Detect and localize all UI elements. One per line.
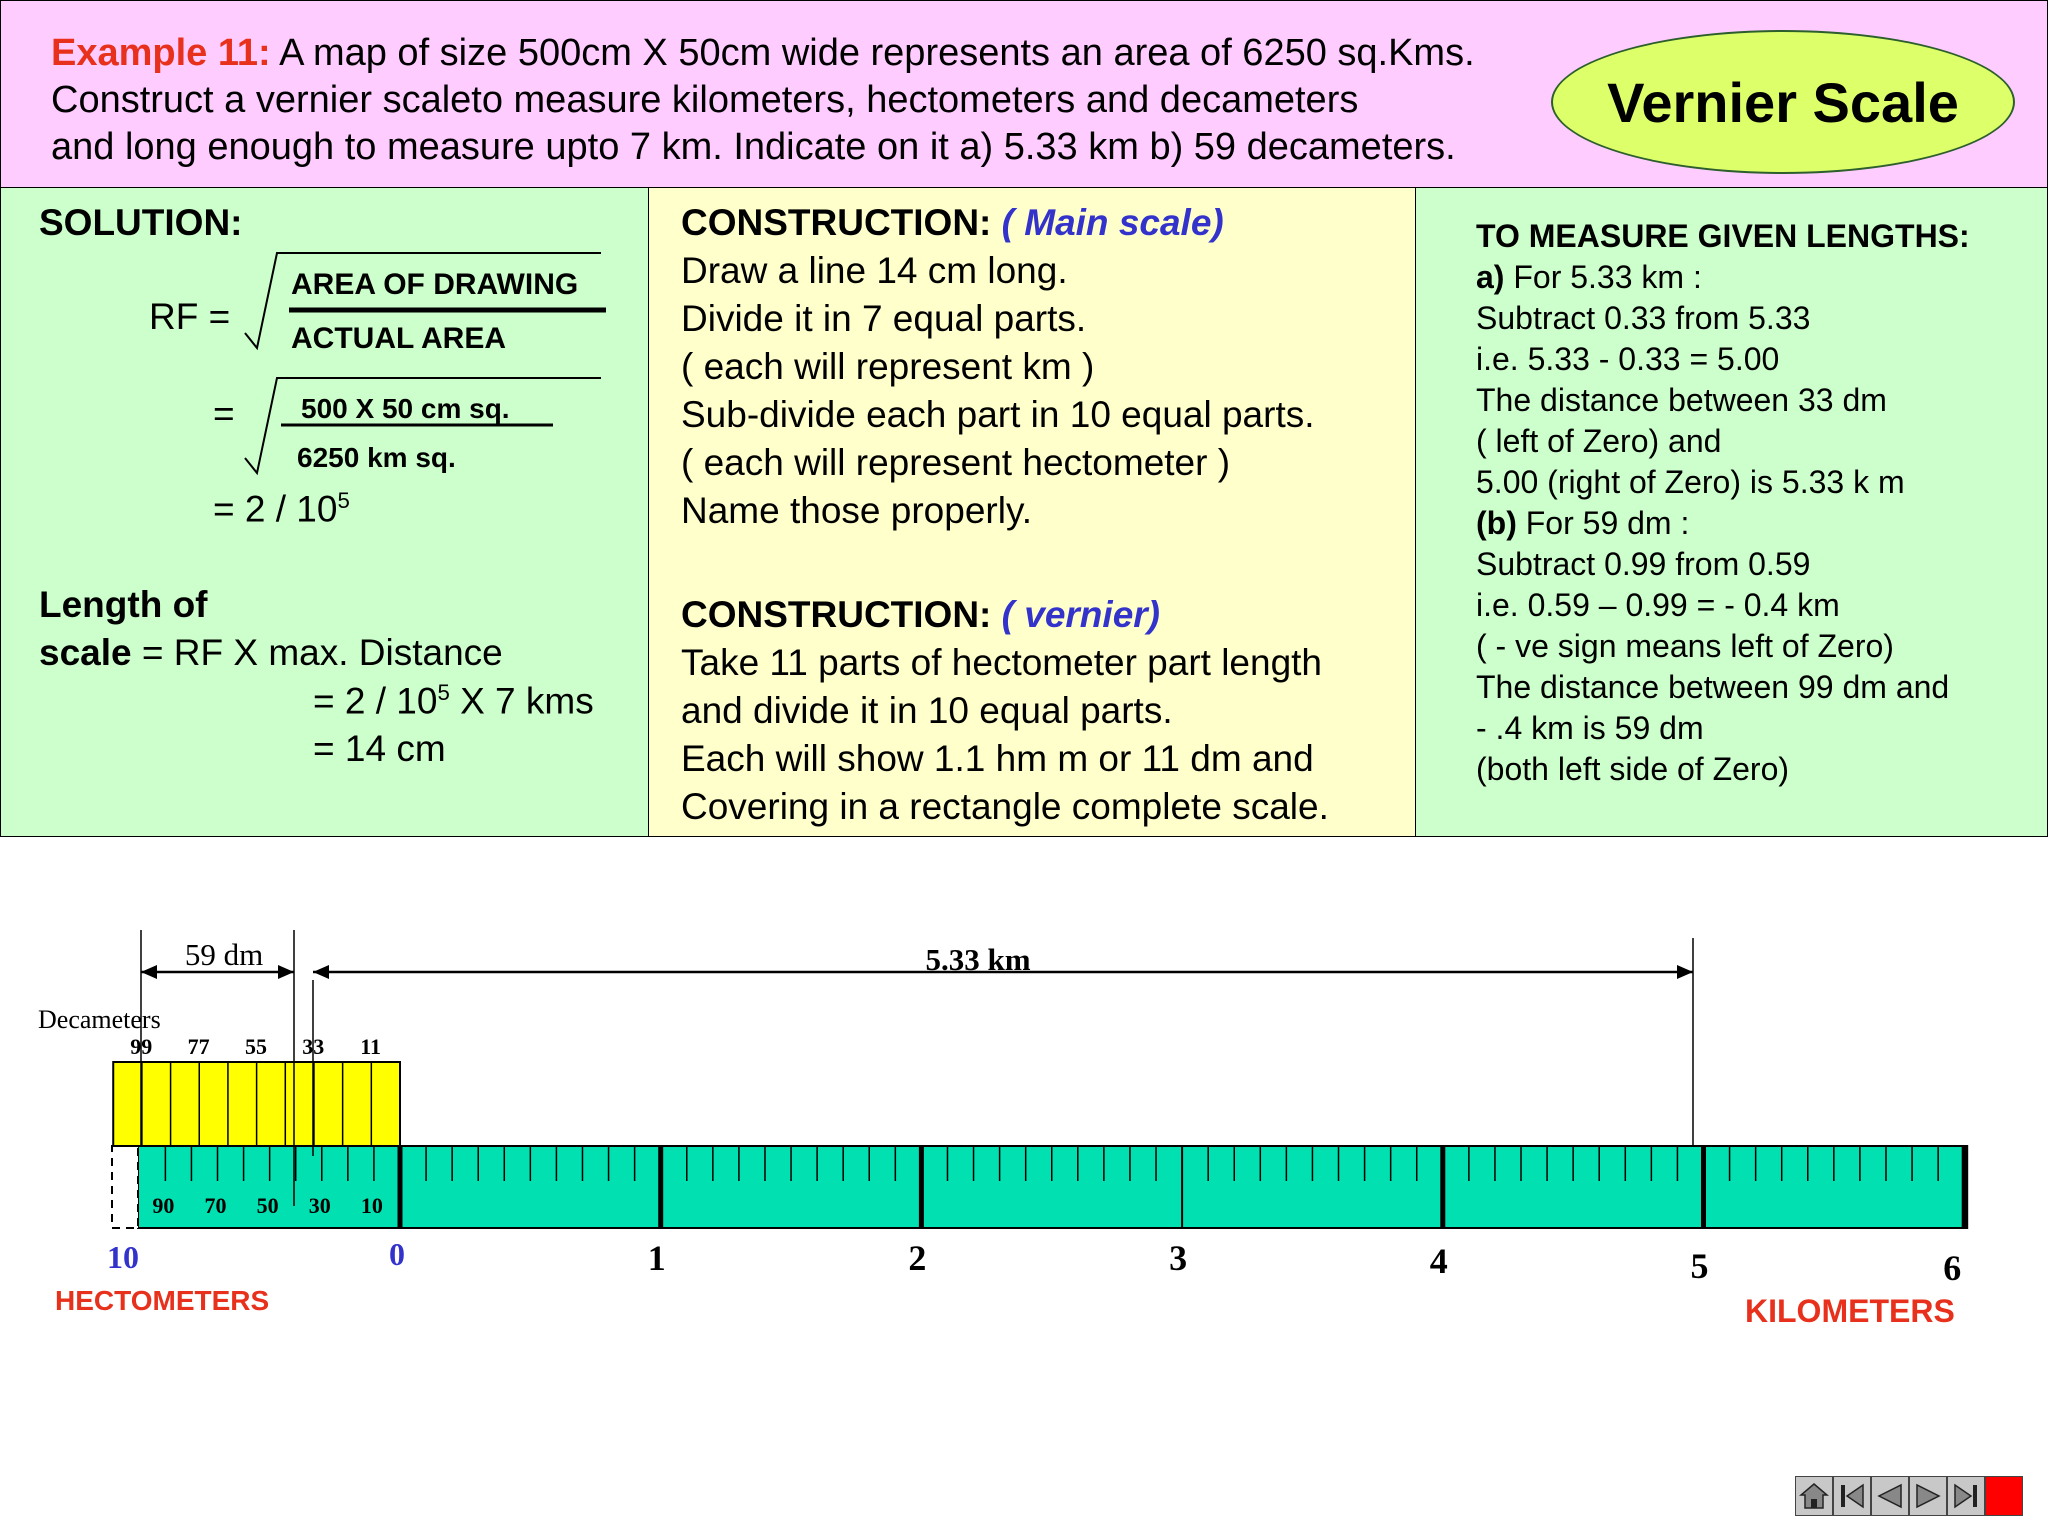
km-label: 2 (908, 1238, 927, 1278)
page-title: Vernier Scale (1607, 70, 1959, 134)
problem-text-1: A map of size 500cm X 50cm wide represents an area of 6250 sq.Kms. (270, 32, 1475, 74)
construction-step: and divide it in 10 equal parts. (681, 690, 1173, 731)
construction-panel (648, 187, 1417, 837)
solution-heading: SOLUTION: (39, 202, 243, 243)
measure-step: Subtract 0.99 from 0.59 (1476, 546, 1811, 582)
km-label: 6 (1943, 1248, 1962, 1288)
problem-line-2: Construct a vernier scaleto measure kilometers, hectometers and decameters (51, 79, 1359, 121)
construction-step: ( each will represent km ) (681, 346, 1095, 387)
main-scale-heading: CONSTRUCTION: ( Main scale) (681, 202, 1224, 243)
construction-step: Divide it in 7 equal parts. (681, 298, 1087, 339)
measure-step: ( - ve sign means left of Zero) (1476, 628, 1894, 664)
stop-icon (1989, 1481, 2019, 1511)
last-icon (1951, 1481, 1981, 1511)
scale-result: = 14 cm (313, 728, 446, 769)
construction-step: Covering in a rectangle complete scale. (681, 786, 1329, 827)
main-scale-dashed-end (112, 1146, 138, 1228)
measure-step: (both left side of Zero) (1476, 751, 1790, 787)
construction-step: Sub-divide each part in 10 equal parts. (681, 394, 1315, 435)
decameters-label: Decameters (38, 1005, 161, 1034)
construction-step: Name those properly. (681, 490, 1032, 531)
measure-step: ( left of Zero) and (1476, 423, 1722, 459)
construction-step: Take 11 parts of hectometer part length (681, 642, 1323, 683)
length-of-label: Length of (39, 584, 208, 625)
dim-533km-arrow-head-left (313, 965, 329, 979)
hecto-end-label: 10 (107, 1239, 139, 1275)
vernier-label: 33 (302, 1034, 325, 1059)
vernier-heading: CONSTRUCTION: ( vernier) (681, 594, 1160, 635)
measure-step: i.e. 0.59 – 0.99 = - 0.4 km (1476, 587, 1840, 623)
kilometers-label: KILOMETERS (1745, 1293, 1955, 1329)
hecto-label: 30 (308, 1193, 331, 1218)
first-icon (1837, 1481, 1867, 1511)
vernier-scale-diagram (0, 900, 2048, 1340)
measure-step: The distance between 99 dm and (1476, 669, 1950, 705)
dim-533km-label: 5.33 km (925, 942, 1031, 977)
measure-step: i.e. 5.33 - 0.33 = 5.00 (1476, 341, 1780, 377)
part-b-heading: (b) For 59 dm : (1476, 505, 1690, 541)
vernier-label: 55 (244, 1034, 267, 1059)
vernier-label: 99 (130, 1034, 153, 1059)
first-slide-button[interactable] (1833, 1476, 1871, 1516)
equals-sign: = (213, 393, 235, 434)
construction-step: Draw a line 14 cm long. (681, 250, 1068, 291)
previous-slide-button[interactable] (1871, 1476, 1909, 1516)
km-label: 4 (1429, 1241, 1448, 1281)
last-slide-button[interactable] (1947, 1476, 1985, 1516)
km-label: 1 (647, 1238, 666, 1278)
dim-59dm-arrow-head-left (141, 965, 157, 979)
hecto-label: 10 (360, 1193, 383, 1218)
rf-result: = $2 / 10^5$ (213, 488, 350, 530)
hecto-label: 50 (256, 1193, 279, 1218)
dim-59dm-arrow-head-right (278, 965, 294, 979)
vernier-label: 11 (360, 1034, 382, 1059)
measure-step: Subtract 0.33 from 5.33 (1476, 300, 1811, 336)
value-denominator: 6250 km sq. (297, 442, 456, 473)
slide-navigation (1795, 1476, 2023, 1518)
end-show-button[interactable] (1985, 1476, 2023, 1516)
dim-533km-arrow-head-right (1677, 965, 1693, 979)
vernier-label: 77 (187, 1034, 210, 1059)
hecto-label: 70 (204, 1193, 227, 1218)
prev-icon (1875, 1481, 1905, 1511)
next-slide-button[interactable] (1909, 1476, 1947, 1516)
hectometers-label: HECTOMETERS (55, 1285, 270, 1316)
km-label: 5 (1690, 1246, 1709, 1286)
rf-numerator: AREA OF DRAWING (291, 268, 579, 301)
construction-step: Each will show 1.1 hm m or 11 dm and (681, 738, 1314, 779)
hecto-label: 90 (152, 1193, 175, 1218)
solution-panel (0, 187, 650, 837)
zero-label: 0 (389, 1236, 405, 1272)
dim-59dm-label: 59 dm (184, 937, 264, 972)
scale-calc: = $2 / 10^5$ X 7 kms (313, 680, 594, 722)
example-label: Example 11: (51, 32, 271, 74)
scale-formula: scale = RF X max. Distance (39, 632, 503, 673)
problem-line-3: and long enough to measure upto 7 km. Indicate on it a) 5.33 km b) 59 decameters. (51, 126, 1456, 168)
problem-line-1 (51, 31, 1475, 75)
home-button[interactable] (1795, 1476, 1833, 1516)
measure-step: The distance between 33 dm (1476, 382, 1887, 418)
measure-heading: TO MEASURE GIVEN LENGTHS: (1476, 218, 1970, 254)
part-a-heading: a) For 5.33 km : (1476, 259, 1702, 295)
measure-panel (1415, 187, 2048, 837)
value-numerator: 500 X 50 cm sq. (301, 393, 510, 424)
measure-step: - .4 km is 59 dm (1476, 710, 1704, 746)
construction-step: ( each will represent hectometer ) (681, 442, 1231, 483)
main-scale-bar (138, 1146, 1967, 1228)
next-icon (1913, 1481, 1943, 1511)
rf-label: RF = (149, 296, 231, 337)
km-label: 3 (1169, 1238, 1188, 1278)
home-icon (1799, 1481, 1829, 1511)
rf-denominator: ACTUAL AREA (291, 322, 506, 355)
measure-step: 5.00 (right of Zero) is 5.33 k m (1476, 464, 1905, 500)
header (0, 0, 2048, 188)
title-badge (1551, 30, 2015, 174)
